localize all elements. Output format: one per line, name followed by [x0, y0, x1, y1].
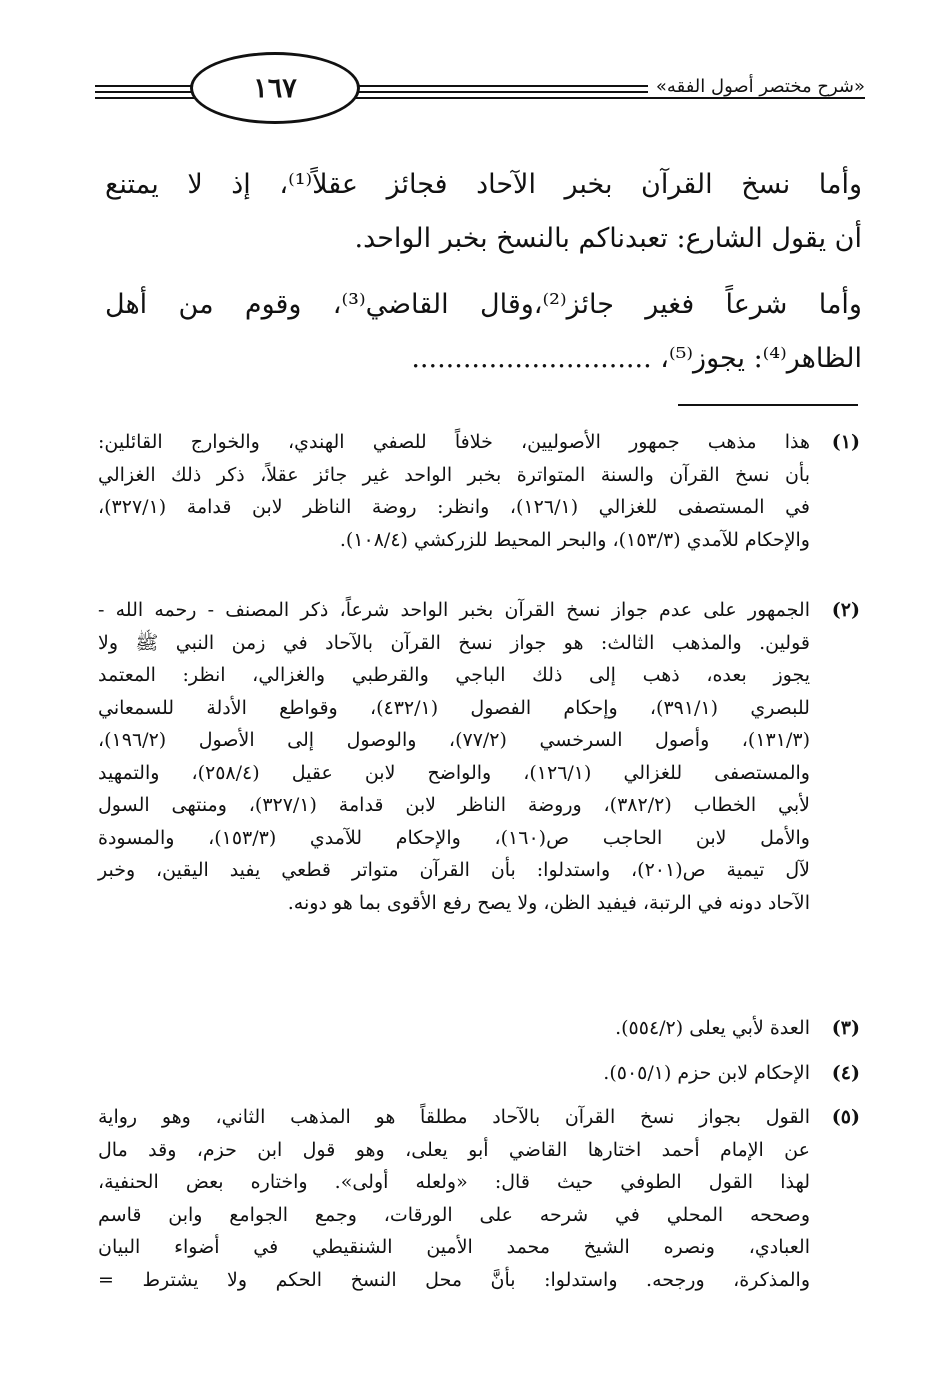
page-number: ١٦٧ — [253, 72, 297, 104]
footnote-line: والإحكام للآمدي (١٥٣/٣)، والبحر المحيط للزركشي (١٠٨/٤). — [339, 528, 810, 551]
body-line: وأما نسخ القرآن بخبر الآحاد فجائز عقلاً⁽¹⁾، إذ لا يمتنع — [105, 169, 862, 200]
footnote-line: يجوز بعده، ذهب إلى ذلك الباجي والقرطبي والغزالي، انظر: المعتمد — [98, 664, 810, 686]
footnote-line: لأبي الخطاب (٣٨٢/٢)، وروضة الناظر لابن قدامة (٣٢٧/١)، ومنتهى السول — [98, 794, 810, 816]
footnote-line: بأن نسخ القرآن والسنة المتواترة بخبر الواحد غير جائز عقلاً، ذكر ذلك الغزالي — [98, 463, 810, 486]
footnote-3 — [98, 1012, 860, 1045]
footnote-line: العدة لأبي يعلى (٥٥٤/٢). — [615, 1017, 810, 1039]
footnote-number: (٢) — [831, 599, 860, 621]
footnote-number: (٣) — [831, 1017, 860, 1039]
footnote-line: العبادي، ونصره الشيخ محمد الأمين الشنقيطي في أضواء البيان — [98, 1236, 810, 1258]
footnote-line: لآل تيمية ص(٢٠١)، واستدلوا: بأن القرآن متواتر قطعي يفيد اليقين، وخبر — [98, 859, 810, 881]
page-header — [95, 52, 865, 132]
footnote-4 — [98, 1057, 860, 1090]
footnote-line: لهذا القول الطوفي حيث قال: «ولعله أولى». واختاره بعض الحنفية، — [98, 1171, 810, 1193]
footnote-separator — [678, 404, 858, 406]
footnote-number: (١) — [831, 431, 860, 453]
footnote-number: (٥) — [831, 1106, 860, 1128]
page-number-oval — [190, 52, 360, 124]
footnote-line: والمستصفى للغزالي (١٢٦/١)، والواضح لابن عقيل (٢٥٨/٤)، والتمهيد — [98, 761, 810, 784]
body-line: وأما شرعاً فغير جائز⁽²⁾،وقال القاضي⁽³⁾، وقوم من أهل — [105, 289, 862, 320]
footnote-line: وصححه المحلي في شرحه على الورقات، وجمع الجوامع وابن قاسم — [98, 1203, 810, 1226]
footnote-5 — [98, 1101, 860, 1296]
body-paragraph-2 — [105, 278, 862, 386]
footnote-line: القول بجواز نسخ القرآن بالآحاد مطلقاً هو المذهب الثاني، وهو رواية — [98, 1106, 810, 1128]
body-line: الظاهر⁽⁴⁾: يجوز⁽⁵⁾، ............................ — [411, 343, 862, 374]
body-paragraph-1 — [105, 158, 862, 266]
footnote-line: هذا مذهب جمهور الأصوليين، خلافاً للصفي الهندي، والخوارج القائلين: — [98, 431, 810, 453]
footnote-line: الآحاد دونه في الرتبة، فيفيد الظن، ولا يصح رفع الأقوى بما هو دونه. — [287, 891, 810, 914]
footnote-line: للبصري (٣٩١/١)، وإحكام الفصول (٤٣٢/١)، وقواطع الأدلة للسمعاني — [98, 696, 810, 719]
footnote-line: (١٣١/٣)، وأصول السرخسي (٧٧/٢)، والوصول إلى الأصول (١٩٦/٢)، — [98, 729, 810, 751]
body-line: أن يقول الشارع: تعبدناكم بالنسخ بخبر الواحد. — [354, 223, 862, 254]
footnote-line: الإحكام لابن حزم (٥٠٥/١). — [603, 1062, 810, 1084]
footnote-line: عن الإمام أحمد اختارها القاضي أبو يعلى، وهو قول ابن حزم، وقد مال — [98, 1138, 810, 1161]
footnote-line: والأمل لابن الحاجب ص(١٦٠)، والإحكام للآمدي (١٥٣/٣)، والمسودة — [98, 826, 810, 849]
footnote-2 — [98, 594, 860, 919]
footnote-line: في المستصفى للغزالي (١٢٦/١)، وانظر: روضة الناظر لابن قدامة (٣٢٧/١)، — [98, 496, 811, 518]
footnote-1 — [98, 426, 860, 556]
book-title: «شرح مختصر أصول الفقه» — [648, 76, 865, 97]
footnote-line: قولين. والمذهب الثالث: هو جواز نسخ القرآن بالآحاد في زمن النبي ﷺ ولا — [98, 631, 810, 654]
footnote-line: الجمهور على عدم جواز نسخ القرآن بخبر الواحد شرعاً، ذكر المصنف - رحمه الله - — [98, 599, 810, 621]
footnote-line: والمذكرة، ورجحه. واستدلوا: بأنَّ محل النسخ الحكم ولا يشترط = — [98, 1268, 810, 1291]
footnote-number: (٤) — [831, 1062, 860, 1084]
